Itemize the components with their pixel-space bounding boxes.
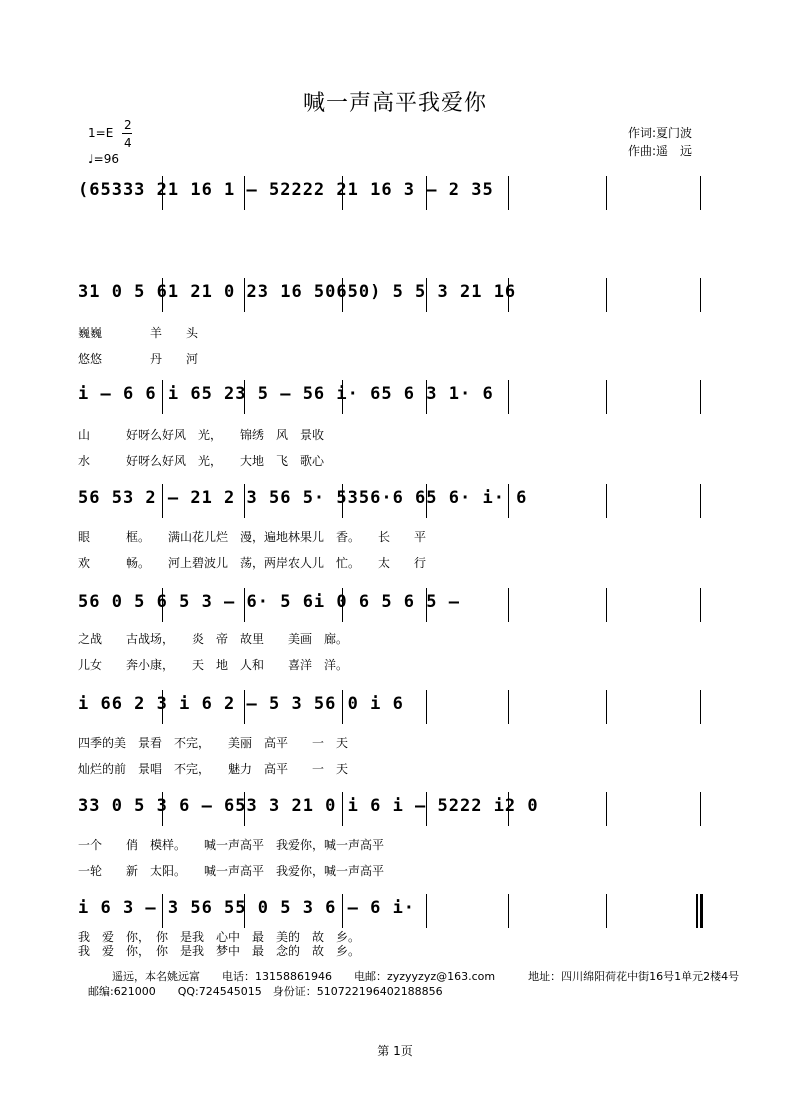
final-barline-thick [700,894,703,928]
barline [606,894,607,928]
notation-line: 33 0 5 3 6 — 653 3 21 0 i 6 i — 5222 i2 0 [78,796,539,816]
barline [606,792,607,826]
lyrics-verse-2: 水 好呀么好风 光， 大地 飞 歌心 [78,454,325,468]
lyrics-verse-1: 山 好呀么好风 光， 锦绣 风 景收 [78,428,325,442]
barline [426,690,427,724]
key-signature: 1=E [88,126,114,140]
time-signature-divider [122,133,132,134]
lyrics-verse-1: 巍巍 羊 头 [78,326,199,340]
lyrics-verse-1: 眼 框。 满山花儿烂 漫，遍地林果儿 香。 长 平 [78,530,427,544]
barline [700,792,701,826]
time-signature-top: 2 [124,118,132,132]
barline [606,588,607,622]
barline [700,484,701,518]
barline [508,690,509,724]
lyrics-verse-2: 悠悠 丹 河 [78,352,199,366]
composer-credit: 作曲:遥 远 [628,144,693,158]
barline [700,380,701,414]
barline [426,894,427,928]
lyricist-credit: 作词:夏门波 [628,126,693,140]
lyrics-verse-1: 之战 古战场， 炎 帝 故里 美画 廊。 [78,632,349,646]
notation-line: 56 0 5 6 5 3 — 6· 5 6i 0 6 5 6 5 — [78,592,460,612]
barline [606,380,607,414]
page-number: 第 1页 [377,1044,413,1058]
lyrics-verse-2: 灿烂的前 景唱 不完， 魅力 高平 一 天 [78,762,349,776]
lyrics-verse-2: 一轮 新 太阳。 喊一声高平 我爱你，喊一声高平 [78,864,385,878]
barline [508,380,509,414]
lyrics-verse-2: 欢 畅。 河上碧波儿 荡，两岸农人儿 忙。 太 行 [78,556,427,570]
notation-line: 56 53 2 — 21 2 3 56 5· 5356·6 65 6· i· 6 [78,488,528,508]
barline [508,894,509,928]
notation-line: i 6 3 — 3 56 55 0 5 3 6 — 6 i· [78,898,416,918]
tempo-marking: ♩=96 [88,152,119,166]
barline [700,176,701,210]
barline [700,588,701,622]
lyrics-verse-1: 四季的美 景看 不完， 美丽 高平 一 天 [78,736,349,750]
barline [606,176,607,210]
lyrics-verse-1: 我 爱 你， 你 是我 心中 最 美的 故 乡。 [78,930,361,944]
notation-line: i 66 2 3 i 6 2 — 5 3 56 0 i 6 [78,694,404,714]
time-signature-bottom: 4 [124,136,132,150]
barline [508,176,509,210]
footer-contact-line: 遥远，本名姚远富 电话：13158861946 电邮：zyzyyzyz@163.com 地址：四川绵阳荷花中街16号1单元2楼4号 [112,970,740,983]
barline [606,690,607,724]
barline [700,690,701,724]
final-barline-thin [696,894,698,928]
barline [508,588,509,622]
page-title: 喊一声高平我爱你 [302,91,487,116]
notation-line: 31 0 5 61 21 0 23 16 50650) 5 5 3 21 16 [78,282,517,302]
lyrics-verse-1: 一个 俏 模样。 喊一声高平 我爱你，喊一声高平 [78,838,385,852]
notation-line: i — 6 6 i 65 23 5 — 56 i· 65 6 3 1· 6 [78,384,494,404]
barline [606,278,607,312]
notation-line: (65333 21 16 1 — 52222 21 16 3 — 2 35 [78,180,494,200]
barline [606,484,607,518]
lyrics-verse-2: 我 爱 你， 你 是我 梦中 最 念的 故 乡。 [78,944,361,958]
barline [700,278,701,312]
footer-id-line: 邮编:621000 QQ:724545015 身份证：510722196402188856 [88,985,443,998]
lyrics-verse-2: 儿女 奔小康， 天 地 人和 喜洋 洋。 [78,658,349,672]
